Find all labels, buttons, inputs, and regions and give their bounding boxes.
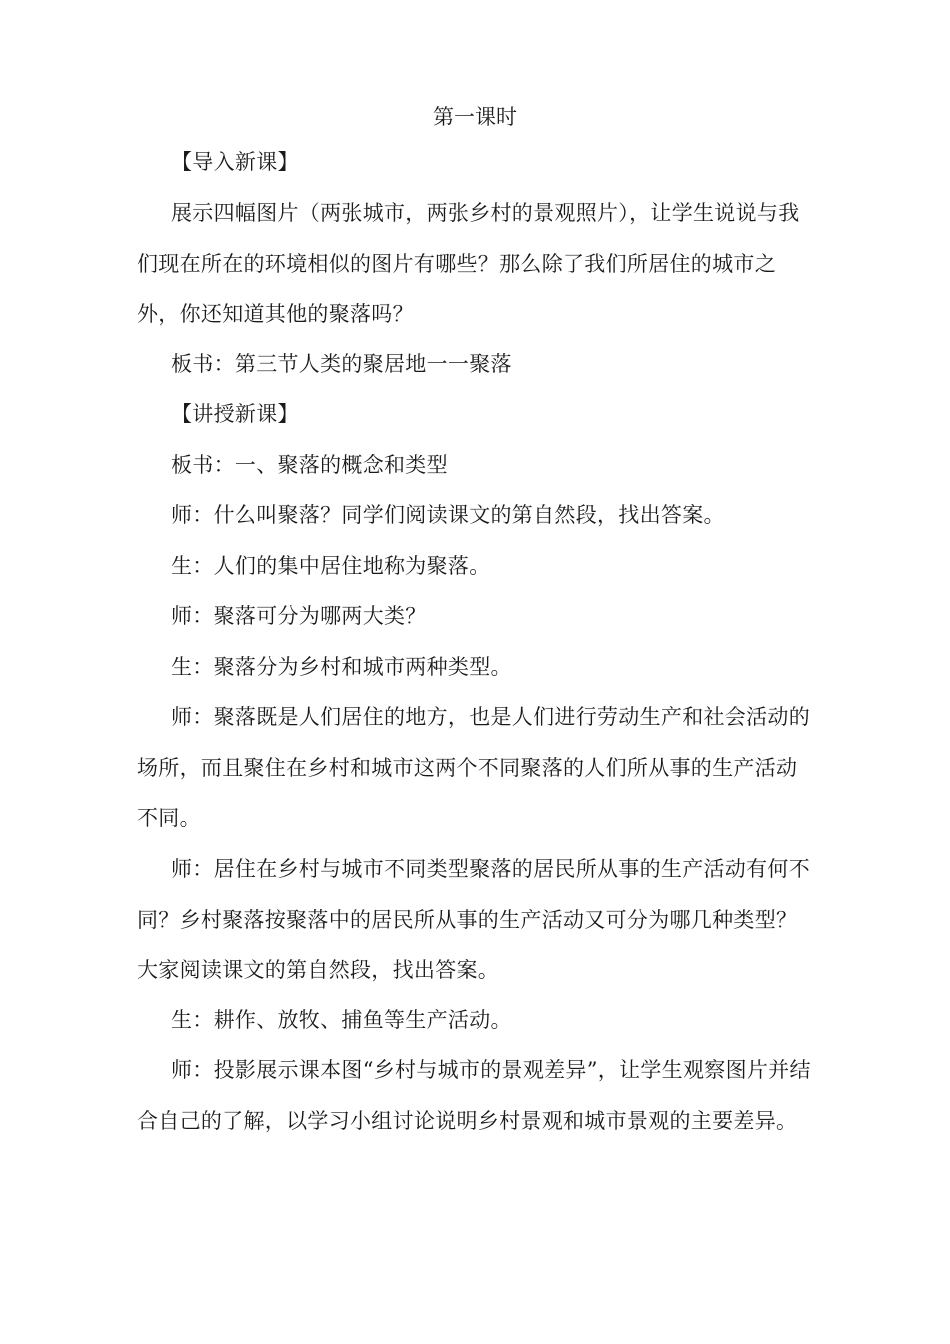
lesson-title: 第一课时 — [433, 105, 517, 129]
paragraph-board-concept: 板书：一、聚落的概念和类型 — [171, 453, 448, 477]
paragraph-teacher-projection: 师：投影展示课本图“乡村与城市的景观差异”，让学生观察图片并结合自己的了解，以学习小组讨论说明乡村景观和城市景观的主要差异。 — [137, 1058, 811, 1133]
paragraph-board-title: 板书：第三节人类的聚居地一一聚落 — [171, 352, 512, 376]
paragraph-student-answer-3: 生：耕作、放牧、捕鱼等生产活动。 — [171, 1008, 512, 1032]
section-heading-intro: 【导入新课】 — [171, 150, 299, 174]
section-heading-teaching: 【讲授新课】 — [171, 402, 299, 426]
paragraph-teacher-question-2: 师：聚落可分为哪两大类？ — [171, 604, 427, 628]
paragraph-teacher-question-1: 师：什么叫聚落？同学们阅读课文的第自然段，找出答案。 — [171, 503, 725, 527]
paragraph-student-answer-1: 生：人们的集中居住地称为聚落。 — [171, 554, 491, 578]
paragraph-teacher-explanation: 师：聚落既是人们居住的地方，也是人们进行劳动生产和社会活动的场所，而且聚住在乡村和城市这两个不同聚落的人们所从事的生产活动不同。 — [137, 705, 810, 830]
paragraph-student-answer-2: 生：聚落分为乡村和城市两种类型。 — [171, 655, 512, 679]
paragraph-teacher-question-3: 师：居住在乡村与城市不同类型聚落的居民所从事的生产活动有何不同？乡村聚落按聚落中的居民所从事的生产活动又可分为哪几种类型？大家阅读课文的第自然段，找出答案。 — [137, 857, 810, 982]
paragraph-intro-activity: 展示四幅图片（两张城市，两张乡村的景观照片），让学生说说与我们现在所在的环境相似的图片有哪些？那么除了我们所居住的城市之外，你还知道其他的聚落吗？ — [137, 201, 800, 326]
